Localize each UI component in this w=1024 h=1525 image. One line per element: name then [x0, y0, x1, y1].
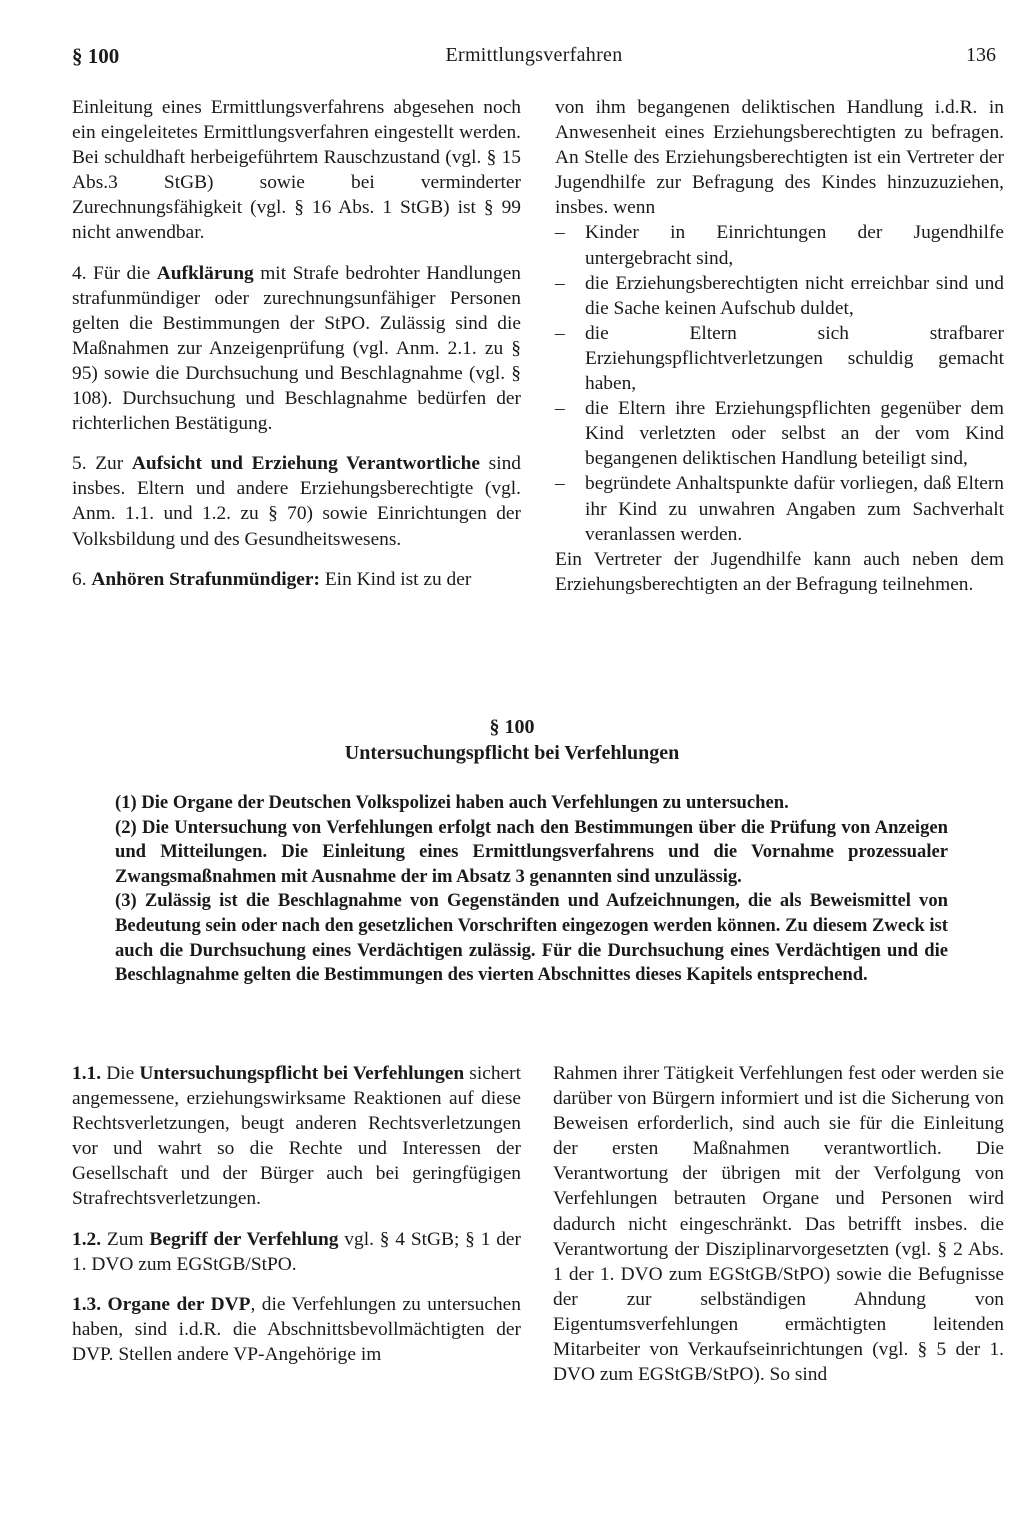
- page-number: 136: [966, 44, 996, 66]
- list-item: – die Eltern sich strafbarer Erziehungspflichtverletzungen schuldig gemacht haben,: [555, 322, 1004, 395]
- statute-paragraph-2: (2) Die Untersuchung von Verfehlungen erfolgt nach den Bestimmungen über die Prüfung von Anzeigen und Mitteilungen. Die Einleitung eines Ermittlungsverfahrens und die Vornahme prozessualer Zwangsmaßnahmen mit Ausnahme der im Absatz 3 genannten sind unzulässig.: [115, 816, 948, 887]
- list-item: – begründete Anhaltspunkte dafür vorliegen, daß Eltern ihr Kind zu unwahren Angaben zum Sachverhalt veranlassen werden.: [555, 473, 1004, 545]
- section-number: § 100: [489, 716, 535, 738]
- paragraph-note-5: 5. Zur Aufsicht und Erziehung Verantwortliche sind insbes. Eltern und andere Erziehungsberechtigte (vgl. Anm. 1.1. und 1.2. zu § 70) sowie Einrichtungen der Volksbildung und des Gesundheitswesens.: [72, 453, 521, 550]
- paragraph: Rahmen ihrer Tätigkeit Verfehlungen fest oder werden sie darüber von Bürgern informiert und ist die Sicherung von Beweisen erforderlich, sind auch sie für die Einleitung der ersten Maßnahmen verantwortlich. Die Verantwortung der übrigen mit der Verfolgung von Verfehlungen betrauten Organe und Personen wird dadurch nicht eingeschränkt. Das betrifft insbes. die Verantwortung der Disziplinarvorgesetzten (vgl. § 2 Abs. 1 der 1. DVO zum EGStGB/StPO) sowie die Befugnisse der zur selbständigen Ahndung von Eigentumsverfehlungen ermächtigten leitenden Mitarbeiter von Verkaufseinrichtungen (vgl. § 5 der 1. DVO zum EGStGB/StPO). So sind: [553, 1063, 1004, 1386]
- paragraph-note-1-3: 1.3. Organe der DVP, die Verfehlungen zu untersuchen haben, sind i.d.R. die Abschnittsbevollmächtigten der DVP. Stellen andere VP-Angehörige im: [72, 1293, 521, 1365]
- paragraph-note-4: 4. Für die Aufklärung mit Strafe bedrohter Handlungen strafunmündiger oder zurechnungsunfähiger Personen gelten die Bestimmungen der StPO. Zulässig sind die Maßnahmen zur Anzeigenprüfung (vgl. Anm. 2.1. zu § 95) sowie die Durchsuchung und Beschlagnahme (vgl. § 108). Durchsuchung und Beschlagnahme bedürfen der richterlichen Bestätigung.: [72, 262, 521, 435]
- section-title: Untersuchungspflicht bei Verfehlungen: [344, 742, 680, 764]
- paragraph: Einleitung eines Ermittlungsverfahrens abgesehen noch ein eingeleitetes Ermittlungsverfahren eingestellt werden. Bei schuldhaft herbeigeführtem Rauschzustand (vgl. § 15 Abs.3 StGB) sowie bei verminderter Zurechnungsfähigkeit (vgl. § 16 Abs. 1 StGB) ist § 99 nicht anwendbar.: [72, 97, 521, 244]
- commentary-right-column-top: [555, 95, 1004, 597]
- paragraph-note-6: 6. Anhören Strafunmündiger: Ein Kind ist zu der: [72, 568, 472, 590]
- paragraph: Ein Vertreter der Jugendhilfe kann auch neben dem Erziehungsberechtigten an der Befragung teilnehmen.: [555, 548, 1004, 595]
- commentary-left-column-top: [72, 95, 521, 592]
- list-item: – die Erziehungsberechtigten nicht erreichbar sind und die Sache keinen Aufschub duldet,: [555, 272, 1004, 319]
- commentary-right-column-bottom: [553, 1061, 1004, 1387]
- statute-paragraph-1: (1) Die Organe der Deutschen Volkspolizei haben auch Verfehlungen zu untersuchen.: [115, 792, 789, 813]
- paragraph-note-1-1: 1.1. Die Untersuchungspflicht bei Verfehlungen sichert angemessene, erziehungswirksame Reaktionen auf diese Rechtsverletzungen, beugt anderen Rechtsverletzungen vor und wahrt so die Rechte und Interessen der Gesellschaft und der Bürger auch bei geringfügigen Strafrechtsverletzungen.: [72, 1063, 521, 1210]
- header-title: Ermittlungsverfahren: [445, 44, 623, 66]
- list-item: – die Eltern ihre Erziehungspflichten gegenüber dem Kind verletzten oder selbst an der vom Kind begangenen deliktischen Handlung beteiligt sind,: [555, 398, 1004, 470]
- list-item: – Kinder in Einrichtungen der Jugendhilfe untergebracht sind,: [555, 222, 1004, 269]
- statute-text: [115, 791, 948, 988]
- statute-paragraph-3: (3) Zulässig ist die Beschlagnahme von Gegenständen und Aufzeichnungen, die als Beweismittel von Bedeutung sein oder nach den gesetzlichen Vorschriften eingezogen werden können. Zu diesem Zweck ist auch die Durchsuchung eines Verdächtigen zulässig. Für die Durchsuchung eines Verdächtigen und die Beschlagnahme gelten die Bestimmungen des vierten Abschnittes dieses Kapitels entsprechend.: [115, 890, 948, 986]
- page-header: [72, 44, 996, 76]
- commentary-left-column-bottom: [72, 1061, 521, 1367]
- paragraph: von ihm begangenen deliktischen Handlung i.d.R. in Anwesenheit eines Erziehungsberechtigten zu befragen. An Stelle des Erziehungsberechtigten ist ein Vertreter der Jugendhilfe zur Befragung des Kindes hinzuzuziehen, insbes. wenn: [555, 97, 1004, 219]
- paragraph-note-1-2: 1.2. Zum Begriff der Verfehlung vgl. § 4 StGB; § 1 der 1. DVO zum EGStGB/StPO.: [72, 1228, 521, 1275]
- header-section: § 100: [72, 44, 120, 68]
